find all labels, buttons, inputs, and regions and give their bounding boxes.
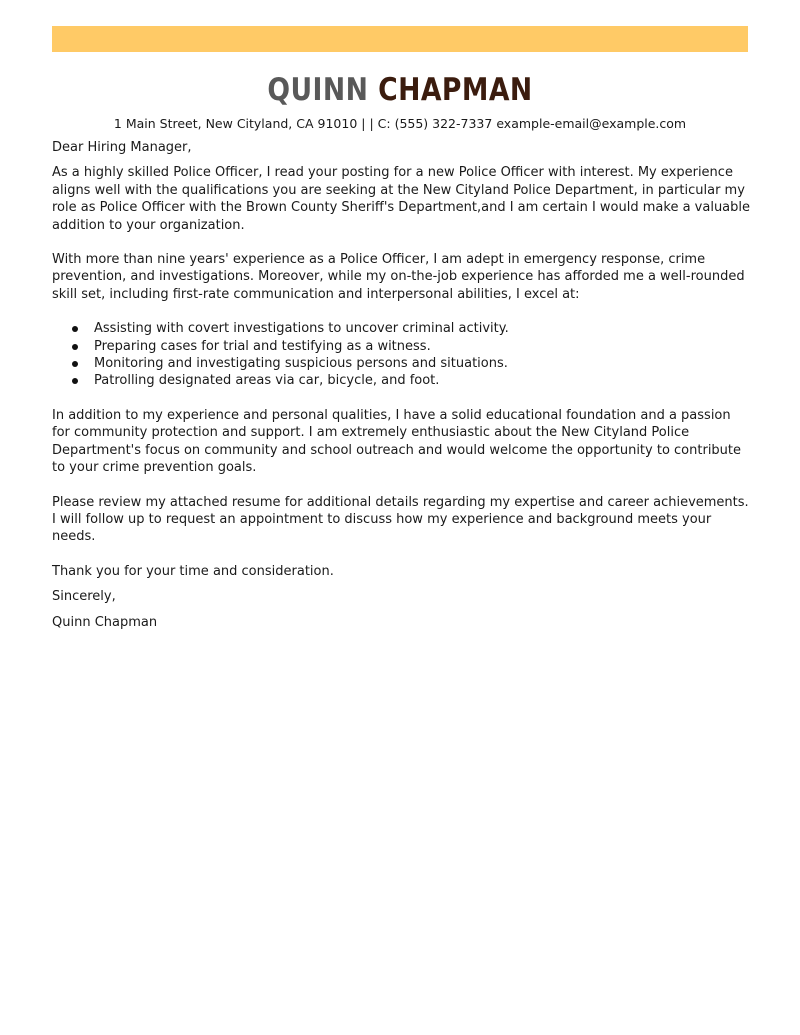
paragraph-intro: As a highly skilled Police Officer, I read your posting for a new Police Officer with interest. My experience aligns well with the qualifications you are seeking at the New Cityland Police Department, in particular my role as Police Officer with the Brown County Sheriff's Department,and I am certain I would make a valuable addition to your organization. <box>52 165 751 233</box>
applicant-name <box>101 70 700 110</box>
salutation: Dear Hiring Manager, <box>52 140 192 155</box>
thanks-line: Thank you for your time and consideration. <box>52 563 334 579</box>
letter-body <box>52 139 752 648</box>
paragraph-experience: With more than nine years' experience as a Police Officer, I am adept in emergency response, crime prevention, and investigations. Moreover, while my on-the-job experience has afforded me a well-rounded skill set, including first-rate communication and interpersonal abilities, I excel at: <box>52 252 745 302</box>
list-item <box>52 320 752 337</box>
letter-header <box>52 70 748 133</box>
bullet-icon <box>72 326 78 332</box>
phone: C: (555) 322-7337 <box>377 116 493 131</box>
email: example-email@example.com <box>496 116 687 131</box>
signature-name: Quinn Chapman <box>52 614 158 630</box>
contact-separator: | <box>361 116 366 131</box>
list-item-text: Assisting with covert investigations to uncover criminal activity. <box>94 321 509 337</box>
contact-separator: | <box>369 116 374 131</box>
paragraph-education: In addition to my experience and personal qualities, I have a solid educational foundation and a passion for community protection and support. I am extremely enthusiastic about the New Cityland Police Department's focus on community and school outreach and would welcome the opportunity to contribute to your crime prevention goals. <box>52 407 742 476</box>
list-item <box>52 338 752 355</box>
list-item <box>52 355 752 372</box>
list-item-text: Monitoring and investigating suspicious persons and situations. <box>94 356 508 372</box>
paragraph-follow-up: Please review my attached resume for additional details regarding my expertise and career achievements. I will follow up to request an appointment to discuss how my experience and background meets your needs. <box>52 494 749 545</box>
list-item-text: Preparing cases for trial and testifying as a witness. <box>94 338 431 354</box>
address: 1 Main Street, New Cityland, CA 91010 <box>113 116 358 131</box>
bullet-icon <box>72 378 78 384</box>
contact-info <box>52 115 748 133</box>
last-name: CHAPMAN <box>378 72 533 108</box>
accent-bar <box>52 26 748 52</box>
bullet-icon <box>72 344 78 350</box>
bullet-icon <box>72 361 78 367</box>
first-name: QUINN <box>267 72 369 108</box>
skills-list <box>52 320 752 390</box>
closing: Sincerely, <box>52 589 116 605</box>
list-item <box>52 372 752 389</box>
list-item-text: Patrolling designated areas via car, bicycle, and foot. <box>94 373 440 389</box>
